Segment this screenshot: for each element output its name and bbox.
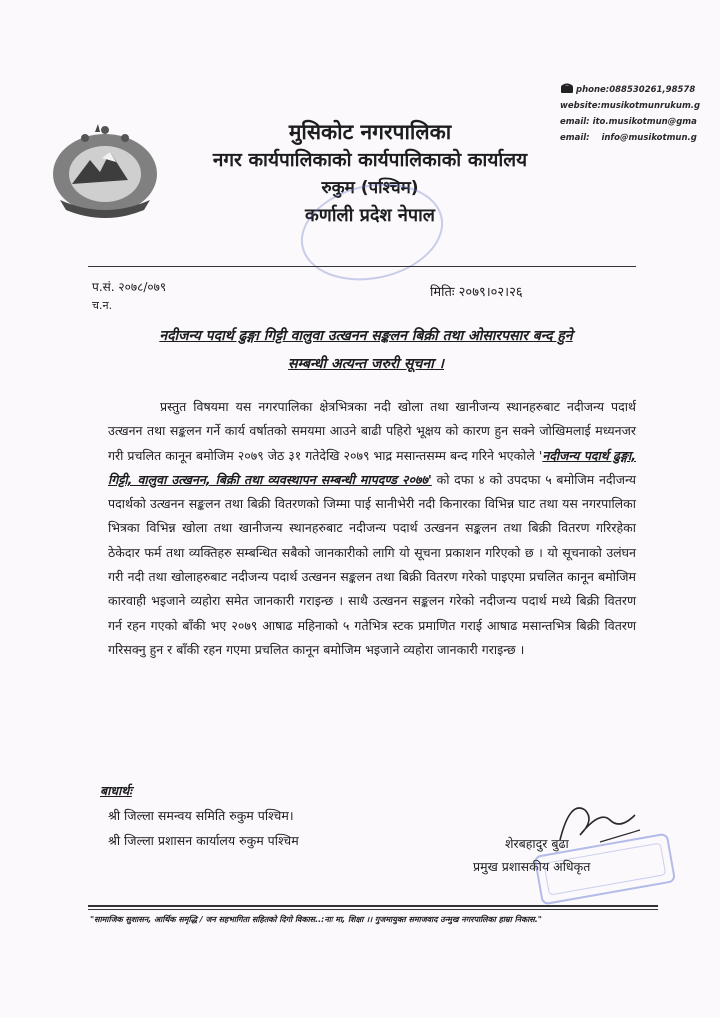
contact-email-1: email: ito.musikotmun@gma — [560, 114, 720, 130]
dispatch-number: च.न. — [92, 299, 113, 312]
cc-heading: बाधार्थः — [100, 783, 132, 798]
subject — [96, 322, 636, 378]
website-url: musikotmunrukum.g — [600, 101, 701, 111]
header-divider — [88, 266, 636, 267]
letter-date: मितिः २०७९।०२।२६ — [430, 285, 523, 300]
cc-recipient-1: श्री जिल्ला समन्वय समिति रुकुम पश्चिम। — [108, 808, 294, 823]
body-part-2: को दफा ४ को उपदफा ५ बमोजिम नदीजन्य पदार्थको उत्खनन सङ्कलन तथा बिक्री वितरणको जिम्मा पाई सानीभेरी नदी किनारका विभिन्न घाट तथा यस नगरपालिका भित्रका विभिन्न खोला तथा खानीजन्य स्थानहरुबाट नदीजन्य पदार्थ उत्खनन सङ्कलन तथा बिक्री वितरण गरिरहेका ठेकेदार फर्म तथा व्यक्तिहरु सम्बन्धित सबैको जानकारीको लागि यो सूचना प्रकाशन गरिएको छ । यो सूचनाको उलंघन गरी नदी तथा खोलाहरुबाट नदीजन्य पदार्थ उत्खनन सङ्कलन तथा बिक्री वितरण गरेको पाइएमा प्रचलित कानून बमोजिम कारवाही भइजाने व्यहोरा समेत जानकारी गराइन्छ । साथै उत्खनन सङ्कलन गरेको नदीजन्य पदार्थ मध्ये बिक्री वितरण गर्न रहन गएको बाँकी भए २०७९ आषाढ महिनाको ५ गतेभित्र स्टक प्रमाणित गराई आषाढ मसान्तभित्र बिक्री वितरण गरिसक्नु हुन र बाँकी रहन गएमा प्रचलित कानून बमोजिम भइजाने व्यहोरा जानकारी गराइन्छ । — [108, 471, 636, 657]
body-emphasis: नदीजन्य पदार्थ ढुङ्गा, गिट्टी, वालुवा उत्खनन, बिक्री तथा व्यवस्थापन सम्बन्धी मापदण्ड २०७७' — [108, 447, 636, 487]
email-address-1: ito.musikotmun@gma — [592, 117, 697, 127]
contact-phone: phone: 088530261,98578 — [560, 82, 720, 98]
footer-slogan: "सामाजिक सुशासन, आर्थिक समृद्धि / जन सहभागिता सहितको दिगो विकास..:नाः मा, शिक्षा ।। गुजमायुक्त समाजवाद उन्मुख नगरपालिका हाम्रा निकास." — [90, 915, 542, 924]
nepal-emblem-icon — [40, 122, 170, 222]
contact-website: website: musikotmunrukum.g — [560, 98, 720, 114]
org-district: रुकुम (पश्चिम) — [321, 178, 419, 198]
notice-body — [108, 395, 636, 662]
contact-block — [560, 82, 720, 146]
phone-number: 088530261,98578 — [609, 85, 696, 95]
cc-recipient-2: श्री जिल्ला प्रशासन कार्यालय रुकुम पश्चिम — [108, 833, 299, 848]
org-office: नगर कार्यपालिकाको कार्यपालिकाको कार्यालय — [212, 149, 528, 171]
subject-line-2: सम्बन्धी अत्यन्त जरुरी सूचना । — [288, 356, 444, 372]
email-address-2: info@musikotmun.g — [601, 133, 697, 143]
org-province: कर्णाली प्रदेश नेपाल — [304, 205, 436, 226]
subject-line-1: नदीजन्य पदार्थ ढुङ्गा गिट्टी वालुवा उत्खनन सङ्कलन बिक्री तथा ओसारपसार बन्द हुने — [159, 328, 573, 344]
reference-number: प.सं. २०७८/०७९ — [92, 280, 167, 294]
signer-name: शेरबहादुर बुढा — [505, 836, 569, 851]
contact-email-2: email: info@musikotmun.g — [560, 130, 720, 146]
body-part-1: प्रस्तुत विषयमा यस नगरपालिका क्षेत्रभित्रका नदी खोला तथा खानीजन्य स्थानहरुबाट नदीजन्य पदार्थ उत्खनन तथा सङ्कलन गर्ने कार्य वर्षातको समयमा आउने बाढी पहिरो भूक्षय को कारण हुन सक्ने जोखिमलाई मध्यनजर गरी प्रचलित कानून बमोजिम २०७९ जेठ ३१ गतेदेखि २०७९ भाद्र मसान्तसम्म बन्द गरिने भएकोले ' — [108, 399, 636, 463]
org-name: मुसिकोट नगरपालिका — [288, 120, 452, 144]
footer-divider-thin — [88, 909, 658, 910]
footer-divider-thick — [88, 905, 658, 907]
signer-title: प्रमुख प्रशासकीय अधिकृत — [473, 859, 591, 874]
phone-icon — [560, 82, 574, 94]
